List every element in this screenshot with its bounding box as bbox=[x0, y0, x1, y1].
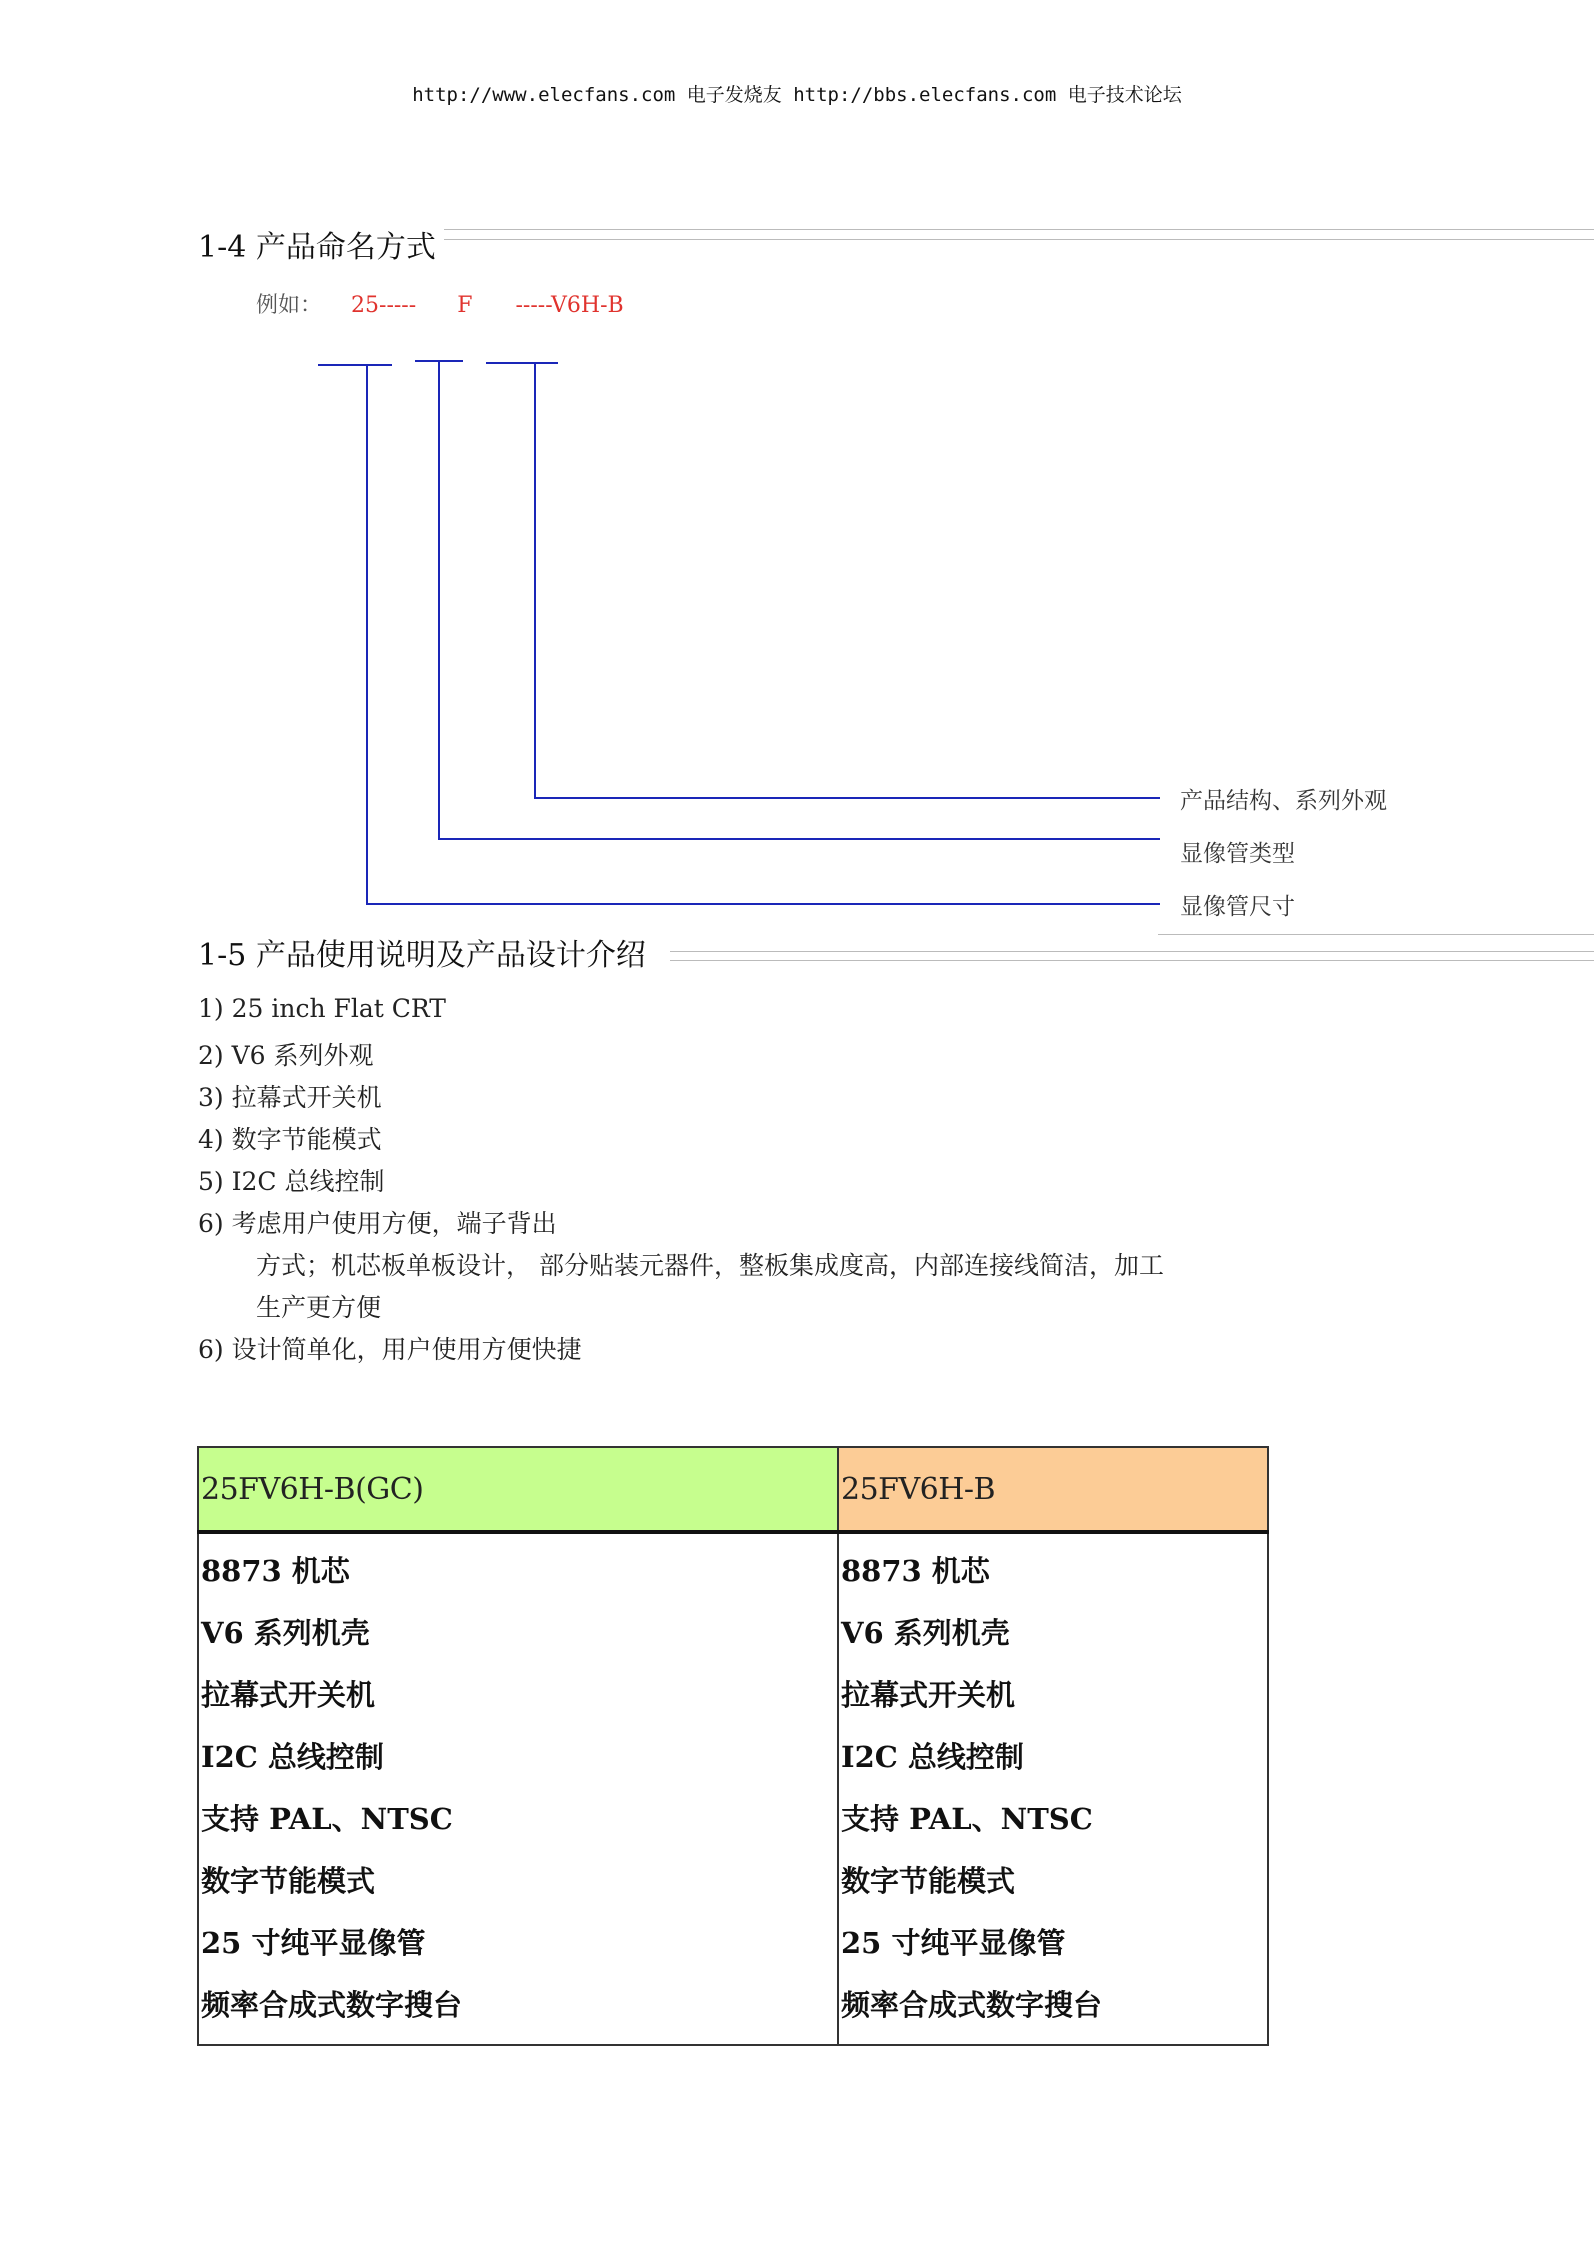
connector-size-horizontal bbox=[366, 903, 1160, 905]
annotation-tube: 显像管类型 bbox=[1180, 841, 1295, 867]
table-header-left: 25FV6H-B(GC) bbox=[201, 1471, 424, 1507]
spec-item: I2C 总线控制 bbox=[201, 1740, 384, 1774]
example-part-tube: F bbox=[457, 293, 473, 318]
page-header: http://www.elecfans.com 电子发烧友 http://bbs.elecfans.com 电子技术论坛 bbox=[412, 84, 1182, 106]
annotation-size: 显像管尺寸 bbox=[1180, 894, 1295, 920]
spec-item: 数字节能模式 bbox=[201, 1864, 376, 1898]
spec-item: 数字节能模式 bbox=[841, 1864, 1016, 1898]
connector-tube-vertical bbox=[438, 360, 440, 839]
spec-item: 支持 PAL、NTSC bbox=[841, 1802, 1093, 1836]
table-header-cell-left bbox=[198, 1447, 838, 1532]
spec-item: 8873 机芯 bbox=[841, 1554, 990, 1588]
heading-1-5-rule-bottom bbox=[670, 960, 1594, 961]
heading-rule-bottom bbox=[444, 239, 1594, 240]
heading-1-5-rule-top bbox=[670, 951, 1594, 952]
spec-item: 25 寸纯平显像管 bbox=[841, 1926, 1066, 1960]
connector-series-vertical bbox=[534, 362, 536, 798]
spec-item: 支持 PAL、NTSC bbox=[201, 1802, 453, 1836]
connector-series-horizontal bbox=[534, 797, 1160, 799]
bracket-series bbox=[486, 362, 558, 364]
spec-item: 25 寸纯平显像管 bbox=[201, 1926, 426, 1960]
table-header-right: 25FV6H-B bbox=[841, 1471, 996, 1507]
example-label: 例如： bbox=[256, 293, 323, 318]
table-cell-left bbox=[198, 1532, 838, 2045]
feature-item: 6) 设计简单化，用户使用方便快捷 bbox=[198, 1335, 582, 1364]
naming-example bbox=[256, 288, 624, 319]
spec-item: V6 系列机壳 bbox=[201, 1616, 370, 1650]
feature-item: 3) 拉幕式开关机 bbox=[198, 1083, 382, 1112]
example-part-series: -----V6H-B bbox=[515, 293, 624, 318]
spec-item: 8873 机芯 bbox=[201, 1554, 350, 1588]
model-comparison-table bbox=[197, 1446, 1269, 2046]
spec-item: 频率合成式数字搜台 bbox=[841, 1988, 1103, 2022]
feature-item: 6) 考虑用户使用方便，端子背出 bbox=[198, 1209, 557, 1238]
connector-size-vertical bbox=[366, 364, 368, 904]
spec-item: 拉幕式开关机 bbox=[201, 1678, 376, 1712]
table-body-row bbox=[198, 1532, 1268, 2045]
feature-item: 5) I2C 总线控制 bbox=[198, 1167, 385, 1196]
section-1-4-heading: 1-4 产品命名方式 bbox=[198, 230, 436, 265]
example-part-size: 25----- bbox=[351, 293, 417, 318]
spec-item: V6 系列机壳 bbox=[841, 1616, 1010, 1650]
feature-continuation: 生产更方便 bbox=[256, 1293, 382, 1322]
spec-item: 拉幕式开关机 bbox=[841, 1678, 1016, 1712]
feature-item: 2) V6 系列外观 bbox=[198, 1041, 374, 1070]
section-1-5-heading: 1-5 产品使用说明及产品设计介绍 bbox=[198, 938, 646, 973]
bracket-size bbox=[318, 364, 392, 366]
table-header-row bbox=[198, 1447, 1268, 1532]
feature-item: 4) 数字节能模式 bbox=[198, 1125, 382, 1154]
feature-item: 1) 25 inch Flat CRT bbox=[198, 994, 446, 1023]
spec-item: 频率合成式数字搜台 bbox=[201, 1988, 463, 2022]
table-cell-right bbox=[838, 1532, 1268, 2045]
heading-rule-top bbox=[444, 229, 1594, 230]
connector-tube-horizontal bbox=[438, 838, 1160, 840]
table-header-cell-right bbox=[838, 1447, 1268, 1532]
spec-item: I2C 总线控制 bbox=[841, 1740, 1024, 1774]
feature-continuation: 方式；机芯板单板设计， 部分贴装元器件，整板集成度高，内部连接线简洁，加工 bbox=[256, 1251, 1164, 1280]
annotation-series: 产品结构、系列外观 bbox=[1180, 788, 1387, 814]
annotation-rule bbox=[1158, 934, 1594, 935]
